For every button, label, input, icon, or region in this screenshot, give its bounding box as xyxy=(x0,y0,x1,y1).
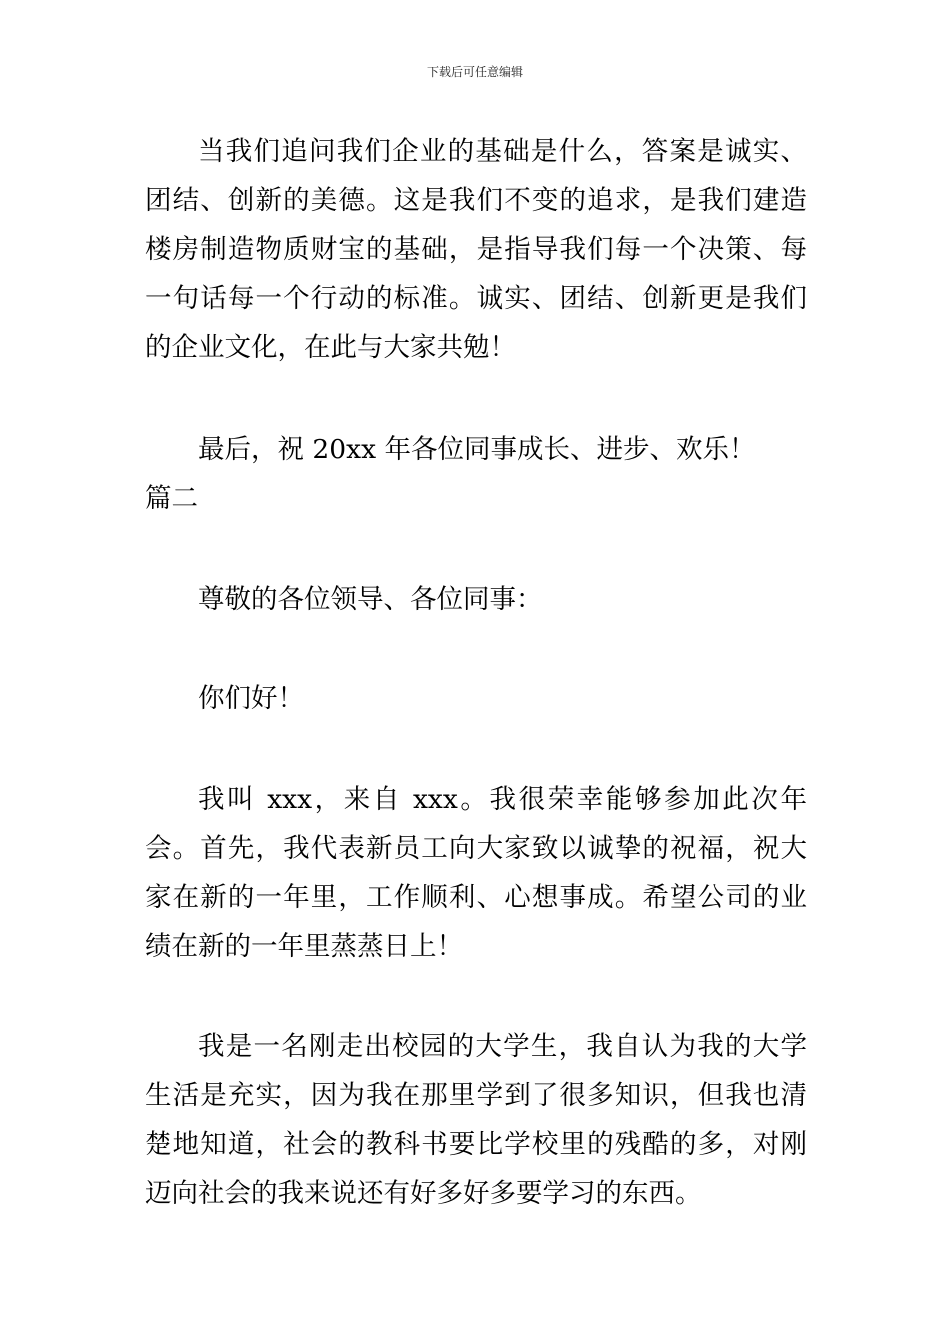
paragraph-new-year-wish: 最后，祝 20xx 年各位同事成长、进步、欢乐！ xyxy=(198,434,756,465)
paragraph-graduate-reflection: 我是一名刚走出校园的大学生，我自认为我的大学生活是充实，因为我在那里学到了很多知识，但我也清楚地知道，社会的教科书要比学校里的残酷的多，对刚迈向社会的我来说还有好多好多要学习的东西。 xyxy=(145,1031,807,1209)
paragraph-company-foundation: 当我们追问我们企业的基础是什么，答案是诚实、团结、创新的美德。这是我们不变的追求，是我们建造楼房制造物质财宝的基础，是指导我们每一个决策、每一句话每一个行动的标准。诚实、团结、创新更是我们的企业文化，在此与大家共勉！ xyxy=(145,136,807,363)
paragraph-greeting: 你们好！ xyxy=(198,683,304,714)
page-header: 下载后可任意编辑 xyxy=(426,65,523,79)
paragraph-salutation: 尊敬的各位领导、各位同事： xyxy=(198,584,543,615)
paragraph-self-introduction: 我叫 xxx，来自 xxx。我很荣幸能够参加此次年会。首先，我代表新员工向大家致以诚挚的祝福，祝大家在新的一年里，工作顺利、心想事成。希望公司的业绩在新的一年里蒸蒸日上！ xyxy=(145,784,807,962)
section-title: 篇二 xyxy=(145,483,198,514)
